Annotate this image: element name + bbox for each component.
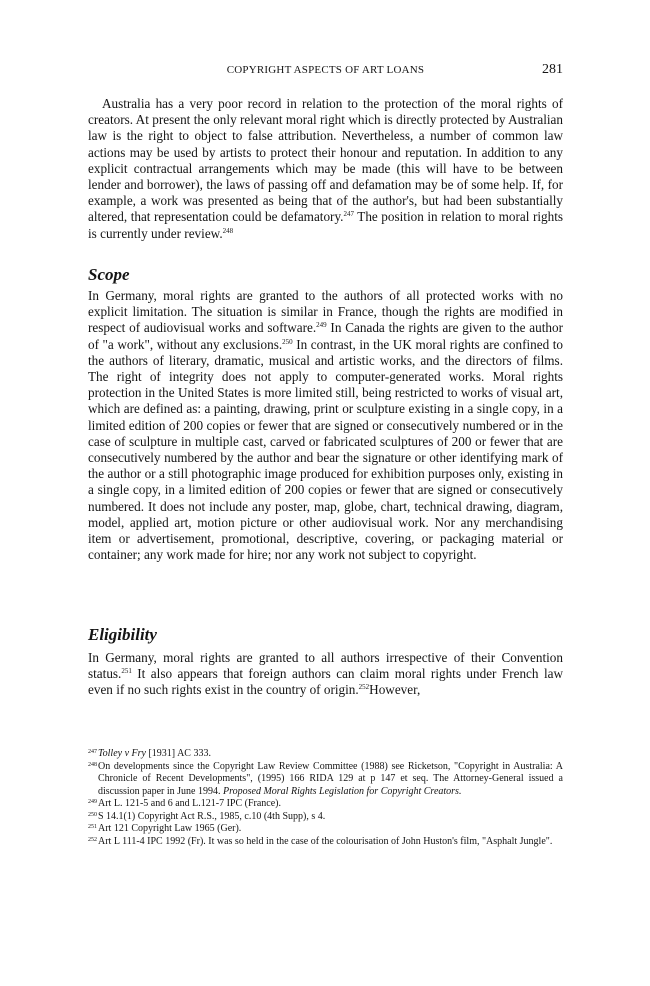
footnote-number: 249 <box>88 799 97 805</box>
paragraph-text: In Germany, moral rights are granted to the authors of all protected works with no explicit limitation. The situation is similar in France, though the rights are modified in respect of audiovisual works and software. <box>88 288 563 336</box>
footnote <box>88 836 563 849</box>
paragraph-text: In contrast, in the UK moral rights are confined to the authors of literary, dramatic, musical and artistic works, and the directors of films. The right of integrity does not apply to computer-generated works. Moral rights protection in the United States is more limited still, being restricted to works of visual art, which are defined as: a painting, drawing, print or sculpture existing in a single copy, in a limited edition of 200 copies or fewer that are signed or consecutively numbered or in the case of sculpture in multiple cast, carved or fabricated sculptures of 200 or fewer that are consecutively numbered by the author and bear the signature or other identifying mark of the author or a still photographic image produced for exhibition purposes only, existing in a single copy, in a limited edition of 200 copies or fewer that are signed or consecutively numbered. It does not include any poster, map, globe, chart, technical drawing, diagram, model, applied art, motion picture or other audiovisual work. Nor any merchandising item or advertisement, promotional, descriptive, covering, or packaging material or container; any work made for hire; nor any work not subject to copyright. <box>88 336 563 563</box>
paragraph-text: It also appears that foreign authors can claim moral rights under French law even if no such rights exist in the country of origin. <box>88 666 563 698</box>
footnote-text: Art L. 121-5 and 6 and L.121-7 IPC (France). <box>98 798 282 809</box>
footnote-ref: 248 <box>222 226 234 235</box>
paragraph-text: The position in relation to moral rights is currently under review. <box>88 209 563 241</box>
section-heading-scope: Scope <box>88 265 130 284</box>
page-number: 281 <box>542 62 563 77</box>
case-name: Tolley v Fry <box>98 748 146 759</box>
footnote-text: [1931] AC 333. <box>145 748 211 759</box>
footnote-ref: 251 <box>121 667 132 676</box>
footnote <box>88 798 563 811</box>
footnote <box>88 823 563 836</box>
paragraph-text: Australia has a very poor record in relation to the protection of the moral rights of creators. At present the only relevant moral right which is directly protected by Australian law is the right to object to false attribution. Nevertheless, a number of common law actions may be used by artists to protect their honour and reputation. In addition to any explicit contractual arrangements which may be made (this will have to be between lender and borrower), the laws of passing off and defamation may be of some help. If, for example, a work was presented as being that of the author's, but had been substantially altered, that representation could be defamatory. <box>88 96 563 225</box>
footnotes-list <box>88 748 563 848</box>
footnote-number: 248 <box>88 761 97 768</box>
footnote-ref: 252 <box>358 683 370 692</box>
footnote-ref: 249 <box>316 321 327 330</box>
footnote <box>88 761 563 799</box>
footnote-ref: 247 <box>343 210 354 219</box>
running-head-title: COPYRIGHT ASPECTS OF ART LOANS <box>226 64 425 76</box>
footnote-number: 250 <box>88 811 97 818</box>
footnote-text: S 14.1(1) Copyright Act R.S., 1985, c.10 (4th Supp), s 4. <box>98 810 326 822</box>
footnote <box>88 811 563 824</box>
footnote-number: 247 <box>88 749 97 755</box>
footnote-text: Art L 111-4 IPC 1992 (Fr). It was so held in the case of the colourisation of John Huston's film, "Asphalt Jungle". <box>98 835 553 847</box>
paragraph-text: In Germany, moral rights are granted to all authors irrespective of their Convention status. <box>88 650 563 682</box>
paragraph-eligibility <box>88 650 563 699</box>
footnote-number: 251 <box>88 824 97 830</box>
footnote-number: 252 <box>88 836 97 843</box>
publication-title: Proposed Moral Rights Legislation for Copyright Creators. <box>223 785 462 797</box>
paragraph-text: In Canada the rights are given to the author of "a work", without any exclusions. <box>88 320 563 352</box>
section-heading-eligibility: Eligibility <box>88 625 157 644</box>
footnote <box>88 748 563 761</box>
paragraph-text: However, <box>369 682 421 698</box>
paragraph-scope <box>88 288 563 563</box>
footnote-ref: 250 <box>282 337 293 346</box>
footnote-text: Art 121 Copyright Law 1965 (Ger). <box>98 823 242 834</box>
paragraph-moral-rights-australia <box>88 96 563 242</box>
footnote-text: On developments since the Copyright Law Review Committee (1988) see Ricketson, "Copyright in Australia: A Chronicle of Recent Developments", (1995) 166 RIDA 129 at p 147 et seq. The Attorney-General issued a discussion paper in June 1994. <box>98 760 563 797</box>
running-head <box>88 64 563 84</box>
